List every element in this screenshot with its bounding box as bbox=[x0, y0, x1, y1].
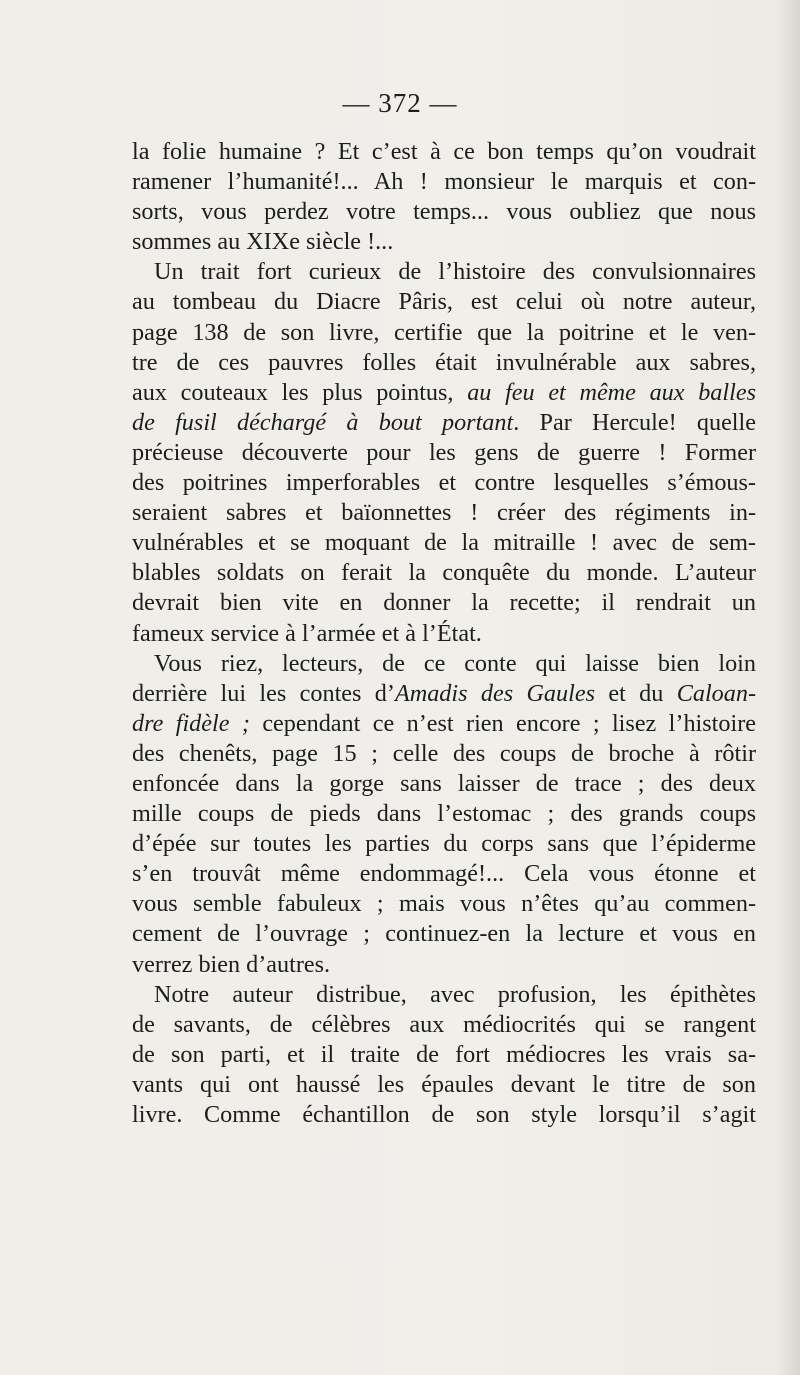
text-line: seraient sabres et baïonnettes ! créer des régiments in- bbox=[132, 499, 756, 527]
text-line: page 138 de son livre, certifie que la poitrine et le ven- bbox=[132, 318, 756, 346]
text-line: la folie humaine ? Et c’est à ce bon temps qu’on voudrait bbox=[132, 138, 756, 165]
text-line: mille coups de pieds dans l’estomac ; des grands coups bbox=[132, 800, 756, 828]
text-line: sorts, vous perdez votre temps... vous oubliez que nous bbox=[132, 198, 756, 226]
text-line: tre de ces pauvres folles était invulnérable aux sabres, bbox=[132, 348, 756, 376]
text-line: enfoncée dans la gorge sans laisser de trace ; des deux bbox=[132, 769, 756, 797]
italic-segment: Amadis des Gaules bbox=[394, 679, 595, 707]
text-line: vants qui ont haussé les épaules devant le titre de son bbox=[132, 1070, 756, 1098]
text-line bbox=[132, 679, 756, 709]
text-segment: cependant ce n’est rien encore ; lisez l’histoire bbox=[249, 709, 757, 737]
text-line: Vous riez, lecteurs, de ce conte qui laisse bien loin bbox=[154, 649, 756, 677]
page-number: — 372 — bbox=[342, 88, 458, 118]
text-line: au tombeau du Diacre Pâris, est celui où notre auteur, bbox=[132, 288, 756, 316]
text-line: livre. Comme échantillon de son style lorsqu’il s’agit bbox=[132, 1101, 756, 1128]
text-line: de son parti, et il traite de fort médiocres les vrais sa- bbox=[132, 1040, 756, 1068]
text-segment: et du bbox=[595, 679, 677, 707]
italic-segment: dre fidèle ; bbox=[132, 709, 250, 737]
text-line bbox=[132, 709, 756, 739]
text-line: s’en trouvât même endommagé!... Cela vous étonne et bbox=[132, 860, 756, 888]
italic-segment: au feu et même aux balles bbox=[467, 378, 756, 406]
text-line: cement de l’ouvrage ; continuez-en la lecture et vous en bbox=[132, 920, 756, 948]
text-line: des poitrines imperforables et contre lesquelles s’émous- bbox=[132, 469, 756, 497]
text-line: blables soldats on ferait la conquête du monde. L’auteur bbox=[132, 559, 756, 587]
text-line: Un trait fort curieux de l’histoire des convulsionnaires bbox=[154, 258, 756, 286]
body-text bbox=[132, 137, 756, 1130]
text-line: vous semble fabuleux ; mais vous n’êtes qu’au commen- bbox=[132, 890, 756, 918]
text-segment: aux couteaux les plus pointus, bbox=[132, 378, 468, 406]
text-line bbox=[132, 378, 756, 408]
text-line: des chenêts, page 15 ; celle des coups de broche à rôtir bbox=[132, 739, 756, 767]
italic-segment: Caloan- bbox=[676, 679, 757, 707]
text-line bbox=[132, 408, 756, 438]
text-line: sommes au XIXe siècle !... bbox=[132, 228, 394, 256]
text-line: d’épée sur toutes les parties du corps sans que l’épiderme bbox=[132, 830, 756, 858]
text-line: devrait bien vite en donner la recette; il rendrait un bbox=[132, 589, 756, 617]
italic-segment: de fusil déchargé à bout portant bbox=[132, 408, 514, 436]
text-line: verrez bien d’autres. bbox=[132, 950, 331, 978]
page-edge-shadow bbox=[778, 0, 800, 1375]
text-segment: . Par Hercule! quelle bbox=[513, 408, 756, 436]
text-line: Notre auteur distribue, avec profusion, les épithètes bbox=[154, 980, 756, 1008]
text-line: fameux service à l’armée et à l’État. bbox=[132, 619, 482, 647]
text-segment: derrière lui les contes d’ bbox=[132, 679, 395, 707]
text-line: ramener l’humanité!... Ah ! monsieur le marquis et con- bbox=[132, 168, 756, 196]
text-line: de savants, de célèbres aux médiocrités qui se rangent bbox=[132, 1010, 756, 1038]
text-line: vulnérables et se moquant de la mitraille ! avec de sem- bbox=[132, 529, 756, 557]
text-line: précieuse découverte pour les gens de guerre ! Former bbox=[132, 438, 756, 466]
